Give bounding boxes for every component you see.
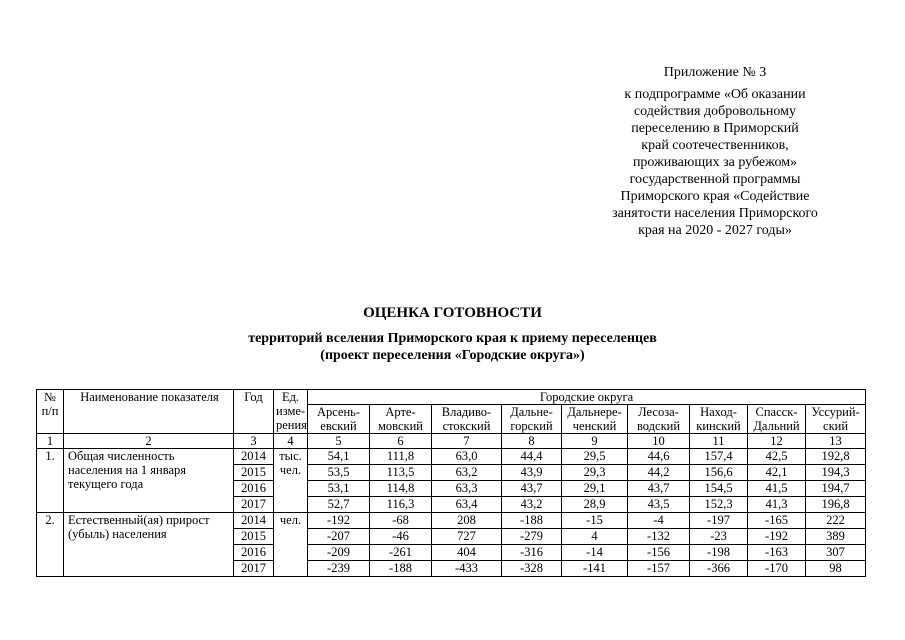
value-cell: -192	[308, 513, 370, 529]
value-cell: 389	[806, 529, 866, 545]
value-cell: -23	[690, 529, 748, 545]
value-cell: 63,2	[432, 465, 502, 481]
value-cell: 43,7	[628, 481, 690, 497]
value-cell: 113,5	[370, 465, 432, 481]
column-number: 5	[308, 434, 370, 449]
value-cell: 42,5	[748, 449, 806, 465]
district-header: Дальнере-ченский	[562, 405, 628, 434]
column-number: 11	[690, 434, 748, 449]
district-header: Лесоза-водский	[628, 405, 690, 434]
year-cell: 2017	[234, 497, 274, 513]
col-header-year: Год	[234, 390, 274, 434]
year-cell: 2015	[234, 529, 274, 545]
col-header-num: № п/п	[37, 390, 64, 434]
value-cell: 194,7	[806, 481, 866, 497]
column-number: 8	[502, 434, 562, 449]
value-cell: -207	[308, 529, 370, 545]
year-cell: 2014	[234, 513, 274, 529]
value-cell: 52,7	[308, 497, 370, 513]
value-cell: 194,3	[806, 465, 866, 481]
subtitle-line: (проект переселения «Городские округа»)	[320, 348, 585, 363]
value-cell: -433	[432, 561, 502, 577]
district-header: Дальне-горский	[502, 405, 562, 434]
column-number: 3	[234, 434, 274, 449]
value-cell: 208	[432, 513, 502, 529]
value-cell: -156	[628, 545, 690, 561]
column-number: 2	[64, 434, 234, 449]
readiness-table	[36, 389, 866, 577]
column-number: 4	[274, 434, 308, 449]
appendix-line: содействия добровольному	[633, 104, 797, 119]
value-cell: 54,1	[308, 449, 370, 465]
appendix-line: государственной программы	[629, 172, 801, 187]
value-cell: -279	[502, 529, 562, 545]
value-cell: 53,5	[308, 465, 370, 481]
col-header-group: Городские округа	[308, 390, 866, 405]
appendix-number: Приложение № 3	[663, 65, 767, 80]
value-cell: -157	[628, 561, 690, 577]
value-cell: -165	[748, 513, 806, 529]
value-cell: 157,4	[690, 449, 748, 465]
unit-cell: тыс. чел.	[274, 449, 308, 513]
col-header-indicator: Наименование показателя	[64, 390, 234, 434]
subtitle-line: территорий вселения Приморского края к приему переселенцев	[248, 331, 657, 346]
document-title: ОЦЕНКА ГОТОВНОСТИ	[363, 305, 542, 321]
value-cell: 404	[432, 545, 502, 561]
value-cell: -261	[370, 545, 432, 561]
value-cell: 41,3	[748, 497, 806, 513]
value-cell: 29,1	[562, 481, 628, 497]
column-number: 10	[628, 434, 690, 449]
table-row	[37, 449, 866, 465]
value-cell: 196,8	[806, 497, 866, 513]
value-cell: 307	[806, 545, 866, 561]
value-cell: 222	[806, 513, 866, 529]
table-row	[37, 513, 866, 529]
value-cell: 154,5	[690, 481, 748, 497]
value-cell: 727	[432, 529, 502, 545]
value-cell: 53,1	[308, 481, 370, 497]
value-cell: 111,8	[370, 449, 432, 465]
district-header: Наход-кинский	[690, 405, 748, 434]
appendix-line: переселению в Приморский	[631, 121, 799, 136]
appendix-header	[600, 64, 830, 239]
column-number: 6	[370, 434, 432, 449]
value-cell: 44,4	[502, 449, 562, 465]
value-cell: -366	[690, 561, 748, 577]
value-cell: 43,9	[502, 465, 562, 481]
value-cell: -188	[370, 561, 432, 577]
appendix-line: занятости населения Приморского	[612, 206, 818, 221]
value-cell: 43,5	[628, 497, 690, 513]
value-cell: -4	[628, 513, 690, 529]
value-cell: -170	[748, 561, 806, 577]
value-cell: 156,6	[690, 465, 748, 481]
value-cell: -198	[690, 545, 748, 561]
district-header: Арте-мовский	[370, 405, 432, 434]
value-cell: -328	[502, 561, 562, 577]
district-header: Арсень-евский	[308, 405, 370, 434]
column-number: 7	[432, 434, 502, 449]
value-cell: 114,8	[370, 481, 432, 497]
value-cell: -132	[628, 529, 690, 545]
value-cell: 63,0	[432, 449, 502, 465]
value-cell: 192,8	[806, 449, 866, 465]
value-cell: -163	[748, 545, 806, 561]
appendix-line: к подпрограмме «Об оказании	[624, 87, 806, 102]
value-cell: 44,6	[628, 449, 690, 465]
unit-cell: чел.	[274, 513, 308, 577]
indicator-name: Естественный(ая) прирост (убыль) населения	[64, 513, 234, 577]
appendix-line: проживающих за рубежом»	[632, 155, 798, 170]
value-cell: -192	[748, 529, 806, 545]
value-cell: 43,7	[502, 481, 562, 497]
year-cell: 2014	[234, 449, 274, 465]
value-cell: -141	[562, 561, 628, 577]
value-cell: 41,5	[748, 481, 806, 497]
value-cell: 42,1	[748, 465, 806, 481]
year-cell: 2016	[234, 481, 274, 497]
appendix-line: Приморского края «Содействие	[620, 189, 810, 204]
year-cell: 2017	[234, 561, 274, 577]
value-cell: 63,4	[432, 497, 502, 513]
year-cell: 2015	[234, 465, 274, 481]
value-cell: -209	[308, 545, 370, 561]
row-number: 1.	[37, 449, 64, 513]
value-cell: -188	[502, 513, 562, 529]
value-cell: 98	[806, 561, 866, 577]
value-cell: -197	[690, 513, 748, 529]
value-cell: -15	[562, 513, 628, 529]
value-cell: 152,3	[690, 497, 748, 513]
value-cell: 63,3	[432, 481, 502, 497]
value-cell: -68	[370, 513, 432, 529]
value-cell: -46	[370, 529, 432, 545]
appendix-line: край соотечественников,	[641, 138, 789, 153]
value-cell: 28,9	[562, 497, 628, 513]
value-cell: 44,2	[628, 465, 690, 481]
appendix-line: края на 2020 - 2027 годы»	[638, 223, 792, 238]
district-header: Спасск-Дальний	[748, 405, 806, 434]
value-cell: 29,5	[562, 449, 628, 465]
column-number: 9	[562, 434, 628, 449]
column-number: 1	[37, 434, 64, 449]
value-cell: -14	[562, 545, 628, 561]
row-number: 2.	[37, 513, 64, 577]
col-header-unit: Ед. изме-рения	[274, 390, 308, 434]
district-header: Владиво-стокский	[432, 405, 502, 434]
value-cell: -316	[502, 545, 562, 561]
year-cell: 2016	[234, 545, 274, 561]
column-number: 12	[748, 434, 806, 449]
indicator-name: Общая численность населения на 1 января текущего года	[64, 449, 234, 513]
value-cell: 4	[562, 529, 628, 545]
column-number: 13	[806, 434, 866, 449]
document-subtitle	[0, 330, 905, 364]
value-cell: -239	[308, 561, 370, 577]
value-cell: 116,3	[370, 497, 432, 513]
value-cell: 29,3	[562, 465, 628, 481]
appendix-reference	[600, 86, 830, 239]
value-cell: 43,2	[502, 497, 562, 513]
district-header: Уссурий-ский	[806, 405, 866, 434]
